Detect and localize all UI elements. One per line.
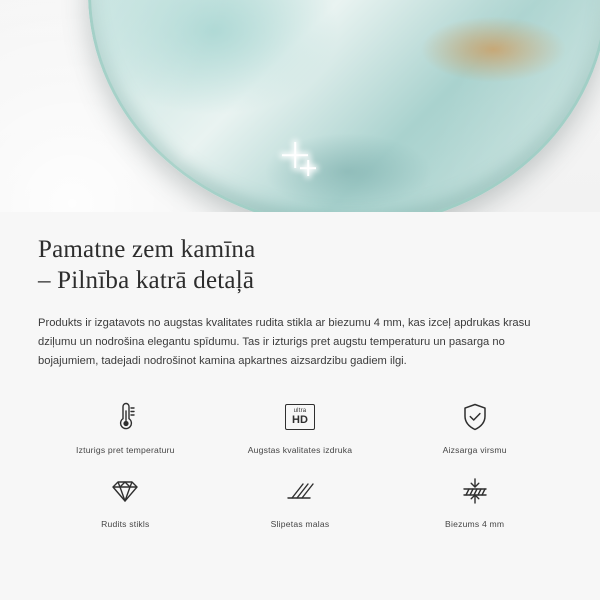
body-copy: Produkts ir izgatavots no augstas kvalitates rudita stikla ar biezumu 4 mm, kas izceļ apdrukas krasu dziļumu un nodrošina elegantu spīdumu. Tas ir izturigs pret augstu temperaturu un pasarga no bojajumiem, tadejadi nodrošinot kamina apkartnes aizsardzibu gadiem ilgi. — [38, 317, 531, 367]
feature-item — [387, 395, 562, 455]
content-section — [0, 212, 600, 600]
feature-label: Augstas kvalitates izdruka — [247, 445, 353, 455]
thermometer-icon — [103, 395, 147, 439]
feature-item — [213, 395, 388, 455]
feature-item — [213, 469, 388, 529]
glass-plate-image — [88, 0, 600, 212]
headline-line-2: – Pilnība katrā detaļā — [38, 267, 255, 294]
feature-grid — [38, 395, 562, 529]
headline-line-1: Pamatne zem kamīna — [38, 236, 256, 263]
feature-label: Rudits stikls — [101, 519, 150, 529]
feature-label: Izturigs pret temperaturu — [76, 445, 175, 455]
diamond-icon — [103, 469, 147, 513]
page-title — [38, 234, 562, 296]
feature-label: Aizsarga virsmu — [442, 445, 507, 455]
feature-label: Biezums 4 mm — [445, 519, 505, 529]
feature-item — [38, 469, 213, 529]
ultra-hd-icon: ultra HD — [278, 395, 322, 439]
thickness-icon — [453, 469, 497, 513]
feature-item — [38, 395, 213, 455]
shield-check-icon — [453, 395, 497, 439]
polished-edges-icon — [278, 469, 322, 513]
feature-label: Slipetas malas — [270, 519, 330, 529]
feature-item — [387, 469, 562, 529]
hero-image — [0, 0, 600, 212]
